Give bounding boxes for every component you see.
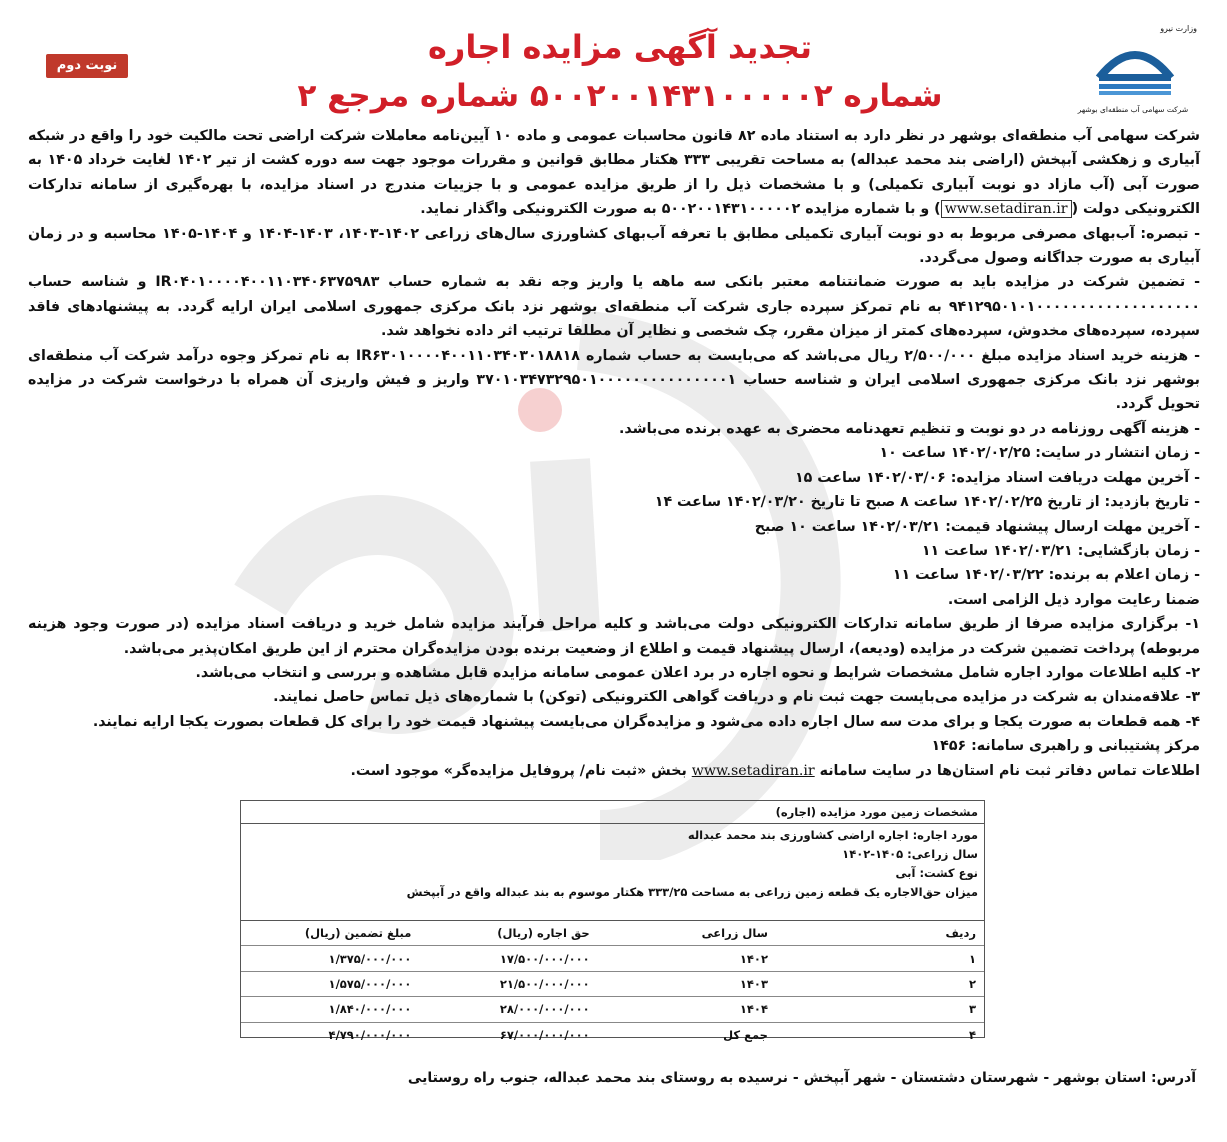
guarantee-amount: ۱/۳۷۵/۰۰۰/۰۰۰ (241, 946, 419, 971)
crop-year: ۱۴۰۲ (598, 946, 776, 971)
intro-paragraph: شرکت سهامی آب منطقه‌ای بوشهر در نظر دارد به استناد ماده ۸۲ قانون محاسبات عمومی و ماده ۱۰ آیین‌نامه معاملات شرکت اراضی تحت مالکیت خود را واقع در شبکه آبیاری و زهکشی آبپخش (اراضی بند محمد عبداله) به مساحت تقریبی ۳۳۳ هکتار مطابق قوانین و مقررات موجود جهت سه دوره کشت از تیر ۱۴۰۲ لغایت خرداد ۱۴۰۵ به صورت آبی (آب مازاد دو نوبت آبیاری تکمیلی) و با مشخصات ذیل را از طریق مزایده عمومی و با جزییات مندرج در اسناد مزایده، با بهره‌گیری از سامانه تدارکات الکترونیکی دولت (www.setadiran.ir) و با شماره مزایده ۵۰۰۲۰۰۱۴۳۱۰۰۰۰۰۲ به صورت الکترونیکی واگذار نماید. (28, 128, 1200, 218)
company-logo (1065, 22, 1205, 114)
table-row (241, 1022, 984, 1047)
land-specs-box (240, 800, 985, 1042)
cost-paragraph: - هزینه خرید اسناد مزایده مبلغ ۲/۵۰۰/۰۰۰ ریال می‌باشد که می‌بایست به حساب شماره IR۶۳۰۱۰۰۰۰۴۰۰۱۱۰۳۴۰۳۰۱۸۸۱۸ به نام تمرکز وجوه درآمد شرکت آب منطقه‌ای بوشهر نزد بانک مرکزی جمهوری اسلامی ایران و شناسه حساب ۳۷۰۱۰۳۴۷۳۲۹۵۰۱۰۰۰۰۰۰۰۰۰۰۰۰۰۰۰۱ واریز و فیش واریزی آن همراه با درخواست شرکت در مزایده تحویل گردد. (28, 347, 1200, 413)
spec-line: مورد اجاره: اجاره اراضی کشاورزی بند محمد عبداله (687, 828, 978, 842)
notice-body (28, 124, 1200, 783)
rule-item: ۱- برگزاری مزایده صرفا از طریق سامانه تدارکات الکترونیکی دولت می‌باشد و کلیه مراحل فرآیند مزایده شامل خرید و دریافت اسناد مزایده (در صورت وجود هزینه مربوطه) پرداخت تضمین شرکت در مزایده (ودیعه)، ارسال پیشنهاد قیمت و اطلاع از وضعیت برنده بودن مزایده‌گران محترم از این طریق امکان‌پذیر می‌باشد. (28, 616, 1200, 657)
column-header: مبلغ تضمین (ریال) (304, 926, 412, 941)
row-number: ۳ (776, 997, 984, 1022)
status-badge: نوبت دوم (46, 54, 128, 78)
table-row (241, 997, 984, 1022)
guarantee-amount: ۱/۵۷۵/۰۰۰/۰۰۰ (241, 971, 419, 996)
table-row (241, 946, 984, 971)
guarantee-amount: ۴/۷۹۰/۰۰۰/۰۰۰ (241, 1022, 419, 1047)
spec-line: میزان حق‌الاجاره یک قطعه زمین زراعی به مساحت ۳۳۳/۲۵ هکتار موسوم به بند عبداله واقع در آبپخش (406, 885, 978, 899)
date-item: - آخرین مهلت ارسال پیشنهاد قیمت: ۱۴۰۲/۰۳/۲۱ ساعت ۱۰ صبح (754, 518, 1200, 535)
rent-amount: ۱۷/۵۰۰/۰۰۰/۰۰۰ (419, 946, 597, 971)
column-header: ردیف (945, 926, 976, 941)
ministry-label: وزارت نیرو (1160, 24, 1197, 33)
ad-cost-paragraph: - هزینه آگهی روزنامه در دو نوبت و تنظیم تعهدنامه محضری به عهده برنده می‌باشد. (619, 420, 1200, 437)
company-name: شرکت سهامی آب منطقه‌ای بوشهر (1077, 105, 1189, 114)
date-item: - زمان اعلام به برنده: ۱۴۰۲/۰۳/۲۲ ساعت ۱۱ (892, 567, 1200, 584)
date-item: - زمان بازگشایی: ۱۴۰۲/۰۳/۲۱ ساعت ۱۱ (921, 542, 1200, 559)
setadiran-link-2[interactable]: www.setadiran.ir (691, 762, 815, 779)
column-header: سال زراعی (701, 926, 768, 941)
contact-line: اطلاعات تماس دفاتر ثبت نام استان‌ها در سایت سامانه www.setadiran.ir بخش «ثبت نام/ پروفایل مزایده‌گر» موجود است. (350, 762, 1200, 779)
rule-item: ۲- کلیه اطلاعات موارد اجاره شامل مشخصات شرایط و نحوه اجاره در برد اعلان عمومی سامانه مزایده قابل مشاهده و بررسی و انتخاب می‌باشد. (195, 664, 1200, 681)
rent-table (241, 921, 984, 1047)
crop-year: ۱۴۰۳ (598, 971, 776, 996)
crop-year: ۱۴۰۴ (598, 997, 776, 1022)
setadiran-link[interactable]: www.setadiran.ir (941, 200, 1072, 218)
row-number: ۲ (776, 971, 984, 996)
rent-amount: ۶۷/۰۰۰/۰۰۰/۰۰۰ (419, 1022, 597, 1047)
water-wave-icon (1093, 38, 1177, 96)
guarantee-paragraph: - تضمین شرکت در مزایده باید به صورت ضمانتنامه معتبر بانکی سه ماهه یا واریز وجه نقد به شماره حساب IR۰۴۰۱۰۰۰۰۴۰۰۱۱۰۳۴۰۶۳۷۵۹۸۳ و شناسه حساب ۹۴۱۲۹۵۰۱۰۱۰۰۰۰۰۰۰۰۰۰۰۰۰۰۰۰۰۰۰ به نام تمرکز سپرده جاری شرکت آب منطقه‌ای بوشهر نزد بانک مرکزی جمهوری اسلامی ایران ارایه گردد. به پیشنهادهای فاقد سپرده، سپرده‌های مخدوش، سپرده‌های کمتر از میزان مقرر، چک شخصی و نظایر آن مطلقا ترتیب اثر داده نخواهد شد. (28, 274, 1201, 340)
date-item: - آخرین مهلت دریافت اسناد مزایده: ۱۴۰۲/۰۳/۰۶ ساعت ۱۵ (794, 469, 1200, 486)
page-subtitle: شماره ۵۰۰۲۰۰۱۴۳۱۰۰۰۰۰۲ شماره مرجع ۲ (297, 78, 943, 114)
support-line: مرکز پشتیبانی و راهبری سامانه: ۱۴۵۶ (931, 738, 1200, 755)
column-header: حق اجاره (ریال) (497, 926, 590, 941)
note-paragraph: - تبصره: آب‌بهای مصرفی مربوط به دو نوبت آبیاری تکمیلی مطابق با تعرفه آب‌بهای کشاورزی سال‌های زراعی ۱۴۰۲-۱۴۰۳، ۱۴۰۳-۱۴۰۴ و ۱۴۰۴-۱۴۰۵ محاسبه و در زمان آبیاری به صورت جداگانه وصول می‌گردد. (28, 225, 1200, 267)
guarantee-amount: ۱/۸۴۰/۰۰۰/۰۰۰ (241, 997, 419, 1022)
date-item: - تاریخ بازدید: از تاریخ ۱۴۰۲/۰۲/۲۵ ساعت ۸ صبح تا تاریخ ۱۴۰۲/۰۳/۲۰ ساعت ۱۴ (654, 494, 1200, 511)
table-row (241, 971, 984, 996)
page-title: تجدید آگهی مزایده اجاره (428, 28, 812, 66)
rule-item: ۴- همه قطعات به صورت یکجا و برای مدت سه سال اجاره داده می‌شود و مزایده‌گران می‌بایست پیشنهاد قیمت خود را برای کل قطعات بصورت یکجا ارایه نمایند. (92, 713, 1200, 730)
rent-amount: ۲۱/۵۰۰/۰۰۰/۰۰۰ (419, 971, 597, 996)
specs-heading: مشخصات زمین مورد مزایده (اجاره) (241, 801, 984, 824)
row-number: ۴ (776, 1022, 984, 1047)
spec-line: سال زراعی: ۱۴۰۵-۱۴۰۲ (842, 847, 978, 861)
date-item: - زمان انتشار در سایت: ۱۴۰۲/۰۲/۲۵ ساعت ۱۰ (879, 445, 1200, 462)
mandatory-heading: ضمنا رعایت موارد ذیل الزامی است. (947, 591, 1200, 608)
specs-lines (241, 824, 984, 921)
crop-year: جمع کل (598, 1022, 776, 1047)
table-header-row (241, 921, 984, 946)
rent-amount: ۲۸/۰۰۰/۰۰۰/۰۰۰ (419, 997, 597, 1022)
address-line: آدرس: استان بوشهر - شهرستان دشتستان - شهر آبپخش - نرسیده به روستای بند محمد عبداله، جنوب راه روستایی (407, 1070, 1196, 1086)
rule-item: ۳- علاقه‌مندان به شرکت در مزایده می‌بایست جهت ثبت نام و دریافت گواهی الکترونیکی (توکن) با شماره‌های ذیل تماس حاصل نمایند. (273, 689, 1200, 706)
row-number: ۱ (776, 946, 984, 971)
spec-line: نوع کشت: آبی (895, 866, 978, 880)
